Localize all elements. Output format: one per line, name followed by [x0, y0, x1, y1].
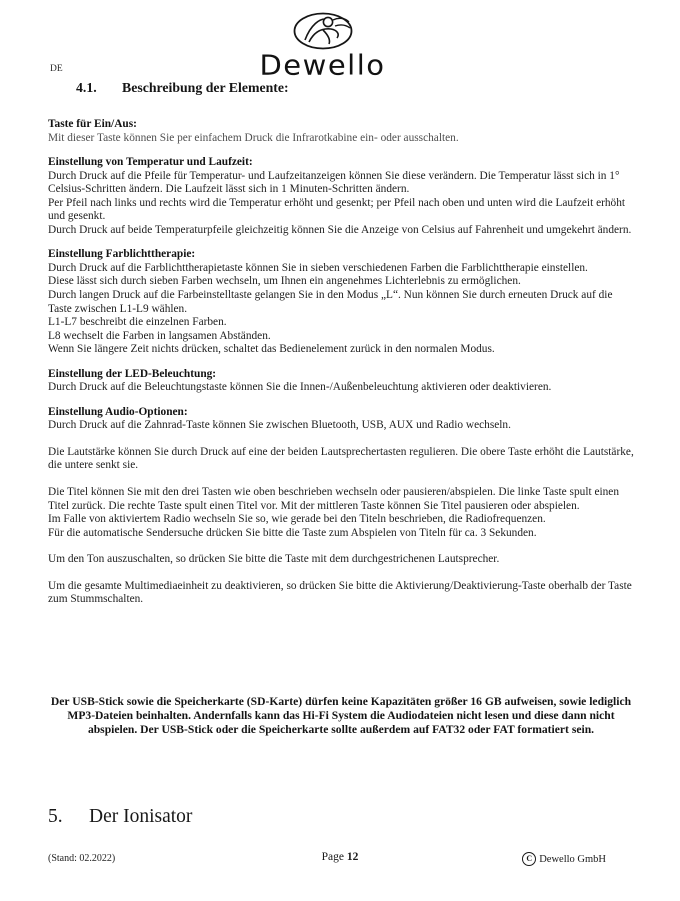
section-power-button — [48, 118, 634, 145]
paragraph: Für die automatische Sendersuche drücken Sie bitte die Taste zum Abspielen von Titeln für ca. 3 Sekunden. — [48, 526, 537, 539]
section-title: Einstellung von Temperatur und Laufzeit: — [48, 156, 253, 169]
audio-deactivate-paragraph — [48, 580, 634, 607]
paragraph: Durch Druck auf beide Temperaturpfeile gleichzeitig können Sie die Anzeige von Celsius auf Fahrenheit und umgekehrt ändern. — [48, 223, 632, 236]
section-title: Einstellung der LED-Beleuchtung: — [48, 367, 217, 380]
document-body — [48, 118, 634, 607]
audio-tracks-paragraph — [48, 486, 634, 540]
section-audio-options — [48, 406, 634, 433]
paragraph: Um den Ton auszuschalten, so drücken Sie bitte die Taste mit dem durchgestrichenen Lautsprecher. — [48, 553, 500, 566]
language-label: DE — [50, 64, 63, 74]
paragraph: Die Lautstärke können Sie durch Druck auf eine der beiden Lautsprechertasten regulieren. Die obere Taste erhöht die Lautstärke, die untere senkt sie. — [48, 445, 634, 472]
paragraph: Durch Druck auf die Zahnrad-Taste können Sie zwischen Bluetooth, USB, AUX und Radio wechseln. — [48, 419, 511, 432]
paragraph: Durch Druck auf die Farblichttherapietaste können Sie in sieben verschiedenen Farben die Farblichttherapie einstellen. — [48, 261, 588, 274]
footer-page-number: 12 — [346, 851, 359, 863]
section-heading-text: Beschreibung der Elemente: — [122, 80, 289, 95]
section-title: Einstellung Audio-Optionen: — [48, 405, 188, 418]
paragraph: Durch Druck auf die Pfeile für Temperatur- und Laufzeitanzeigen können Sie diese verändern. Die Temperatur lässt sich in 1° Celsius-Schritten ändern. Die Laufzeit lässt sich in 1 Minuten-Schritten ändern. — [48, 169, 620, 196]
dewello-figure-icon — [287, 10, 359, 54]
audio-mute-paragraph — [48, 553, 634, 567]
paragraph: Diese lässt sich durch sieben Farben wechseln, um Ihnen ein angenehmes Lichterlebnis zu ermöglichen. — [48, 275, 521, 288]
footer-revision-date: (Stand: 02.2022) — [48, 853, 116, 864]
paragraph: Um die gesamte Multimediaeinheit zu deaktivieren, so drücken Sie bitte die Aktivierung/Deaktivierung-Taste oberhalb der Taste zum Stummschalten. — [48, 579, 632, 606]
paragraph: L1-L7 beschreibt die einzelnen Farben. — [48, 316, 227, 329]
copyright-icon: C — [522, 852, 536, 866]
usb-sd-notice: Der USB-Stick sowie die Speicherkarte (SD-Karte) dürfen keine Kapazitäten größer 16 GB aufweisen, sowie lediglich MP3-Dateien beinhalten. Andernfalls kann das Hi-Fi System die Audiodateien nicht lesen und diese dann nicht abspielen. Der USB-Stick oder die Speicherkarte sollte außerdem auf FAT32 oder FAT formatiert sein. — [50, 695, 632, 736]
paragraph: L8 wechselt die Farben in langsamen Abständen. — [48, 329, 271, 342]
section-color-light-therapy — [48, 248, 634, 356]
section-title: Taste für Ein/Aus: — [48, 118, 137, 130]
chapter-heading-number: 5. — [48, 806, 63, 827]
footer-page-label: Page — [321, 851, 344, 863]
paragraph: Mit dieser Taste können Sie per einfachem Druck die Infrarotkabine ein- oder ausschalten. — [48, 131, 459, 144]
section-heading — [76, 80, 289, 96]
logo-wordmark: Dewello — [259, 48, 386, 82]
paragraph: Wenn Sie längere Zeit nichts drücken, schaltet das Bedienelement zurück in den normalen Modus. — [48, 343, 495, 356]
paragraph: Per Pfeil nach links und rechts wird die Temperatur erhöht und gesenkt; per Pfeil nach oben und unten wird die Laufzeit erhöht und gesenkt. — [48, 196, 626, 223]
paragraph: Durch Druck auf die Beleuchtungstaste können Sie die Innen-/Außenbeleuchtung aktivieren oder deaktivieren. — [48, 381, 552, 394]
paragraph: Die Titel können Sie mit den drei Tasten wie oben beschrieben wechseln oder pausieren/abspielen. Die linke Taste spult einen Titel zurück. Die rechte Taste spult einen Titel vor. Mit der mittleren Taste können Sie Titel pausieren oder abspielen. — [48, 486, 620, 512]
logo — [0, 10, 645, 82]
footer-company-name: Dewello GmbH — [539, 853, 606, 865]
section-led-lighting — [48, 368, 634, 395]
audio-volume-paragraph — [48, 446, 634, 473]
chapter-heading-text: Der Ionisator — [89, 806, 193, 827]
section-title: Einstellung Farblichttherapie: — [48, 248, 196, 261]
chapter-heading-ionisator — [48, 806, 192, 828]
section-temperature-runtime — [48, 156, 634, 237]
section-heading-number: 4.1. — [76, 80, 97, 95]
paragraph: Im Falle von aktiviertem Radio wechseln Sie so, wie gerade bei den Titeln beschrieben, die Radiofrequenzen. — [48, 513, 546, 526]
footer-copyright — [522, 852, 606, 866]
paragraph: Durch langen Druck auf die Farbeinstelltaste gelangen Sie in den Modus „L“. Nun können Sie durch erneuten Druck auf die Taste zwischen L1-L9 wählen. — [48, 289, 613, 315]
